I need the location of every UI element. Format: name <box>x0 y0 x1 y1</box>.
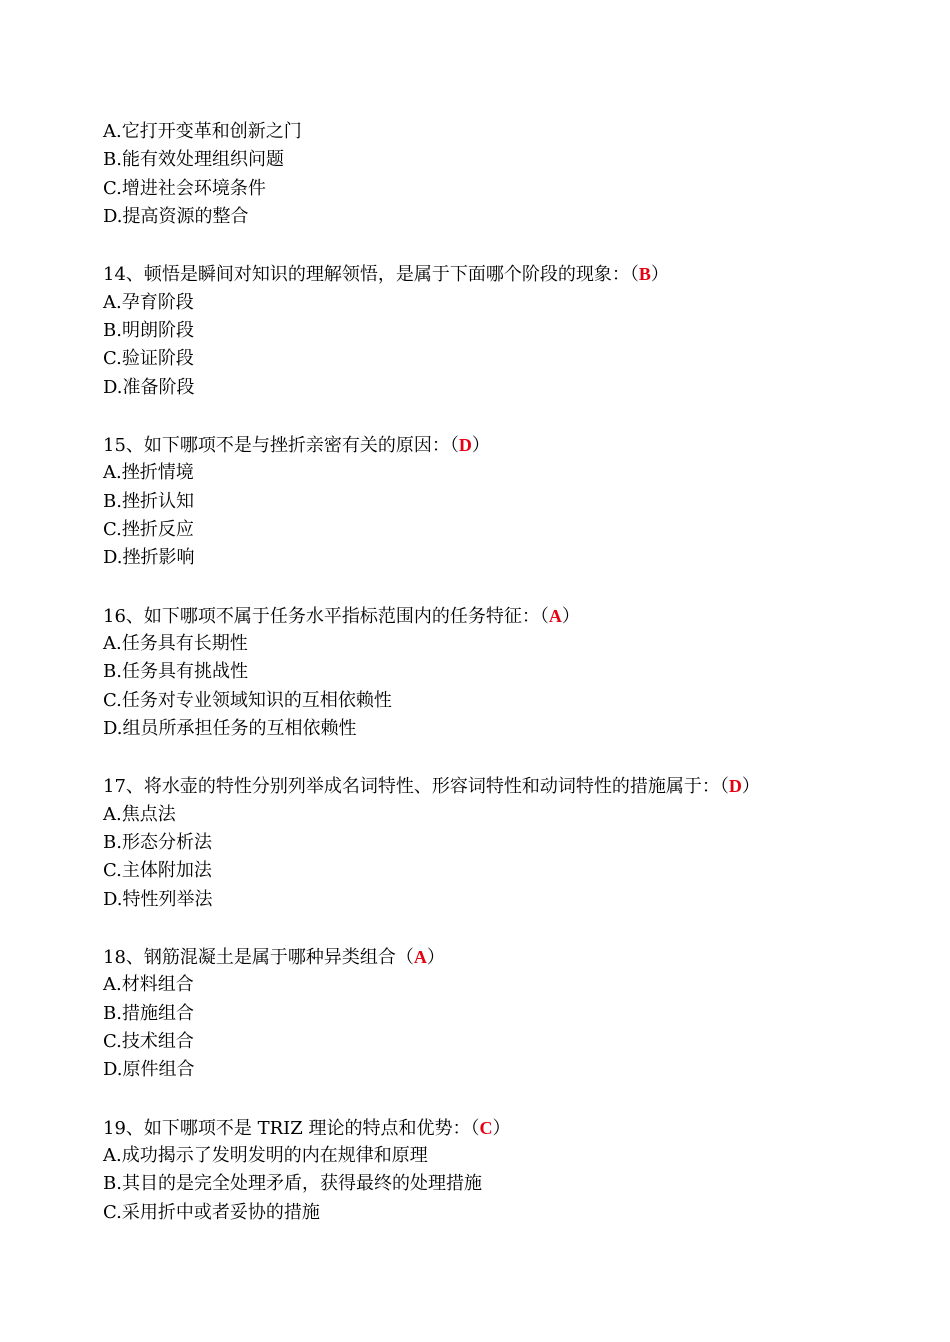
question-stem <box>103 602 903 630</box>
answer-letter: A <box>413 947 427 968</box>
question-14 <box>103 260 903 401</box>
stem-text: 15、如下哪项不是与挫折亲密有关的原因：（ <box>103 435 459 457</box>
question-18 <box>103 943 903 1084</box>
stem-text: 14、顿悟是瞬间对知识的理解领悟，是属于下面哪个阶段的现象：（ <box>103 264 639 286</box>
answer-letter: C <box>479 1117 493 1138</box>
option-line: A.挫折情境 <box>103 462 194 484</box>
question-stem <box>103 943 903 971</box>
stem-text: 16、如下哪项不属于任务水平指标范围内的任务特征：（ <box>103 605 549 627</box>
option-line: D.提高资源的整合 <box>103 205 249 227</box>
option-line: B.任务具有挑战性 <box>103 661 248 683</box>
question-stem <box>103 431 903 459</box>
option-line: B.形态分析法 <box>103 831 212 853</box>
option-line: C.主体附加法 <box>103 860 212 882</box>
option-line: C.挫折反应 <box>103 518 194 540</box>
question-stem <box>103 772 903 800</box>
stem-close: ） <box>426 947 445 969</box>
stem-text: 18、钢筋混凝土是属于哪种异类组合（ <box>103 947 414 969</box>
option-line: C.采用折中或者妥协的措施 <box>103 1201 320 1223</box>
option-line: A.它打开变革和创新之门 <box>103 121 302 142</box>
option-line: D.原件组合 <box>103 1059 195 1081</box>
option-line: C.技术组合 <box>103 1030 194 1052</box>
stem-text: 17、将水壶的特性分别列举成名词特性、形容词特性和动词特性的措施属于：（ <box>103 776 729 798</box>
answer-letter: B <box>638 264 651 285</box>
option-line: B.挫折认知 <box>103 490 194 512</box>
stem-close: ） <box>741 776 760 798</box>
question-13-options <box>103 118 903 231</box>
option-line: B.措施组合 <box>103 1002 194 1024</box>
question-17 <box>103 772 903 913</box>
answer-letter: D <box>728 776 742 797</box>
option-line: D.挫折影响 <box>103 547 195 569</box>
stem-close: ） <box>650 264 669 286</box>
stem-text: 19、如下哪项不是 TRIZ 理论的特点和优势：（ <box>103 1117 480 1139</box>
option-line: A.任务具有长期性 <box>103 633 248 655</box>
option-line: D.特性列举法 <box>103 888 213 910</box>
option-line: C.增进社会环境条件 <box>103 177 266 199</box>
option-line: A.孕育阶段 <box>103 291 194 313</box>
option-line: C.任务对专业领域知识的互相依赖性 <box>103 689 392 711</box>
option-line: A.成功揭示了发明发明的内在规律和原理 <box>103 1145 428 1167</box>
question-stem <box>103 260 903 288</box>
question-15 <box>103 431 903 572</box>
stem-close: ） <box>471 435 490 457</box>
stem-close: ） <box>492 1117 511 1139</box>
answer-letter: D <box>458 435 472 456</box>
answer-letter: A <box>548 605 562 626</box>
stem-close: ） <box>561 605 580 627</box>
document-page <box>103 118 903 1256</box>
option-line: B.能有效处理组织问题 <box>103 149 284 171</box>
option-line: B.其目的是完全处理矛盾，获得最终的处理措施 <box>103 1173 482 1195</box>
question-19 <box>103 1114 903 1227</box>
option-line: C.验证阶段 <box>103 348 194 370</box>
question-stem <box>103 1114 903 1142</box>
option-line: B.明朗阶段 <box>103 319 194 341</box>
option-line: A.材料组合 <box>103 974 194 996</box>
option-line: D.准备阶段 <box>103 376 195 398</box>
question-16 <box>103 602 903 743</box>
option-line: A.焦点法 <box>103 803 176 825</box>
option-line: D.组员所承担任务的互相依赖性 <box>103 717 357 739</box>
